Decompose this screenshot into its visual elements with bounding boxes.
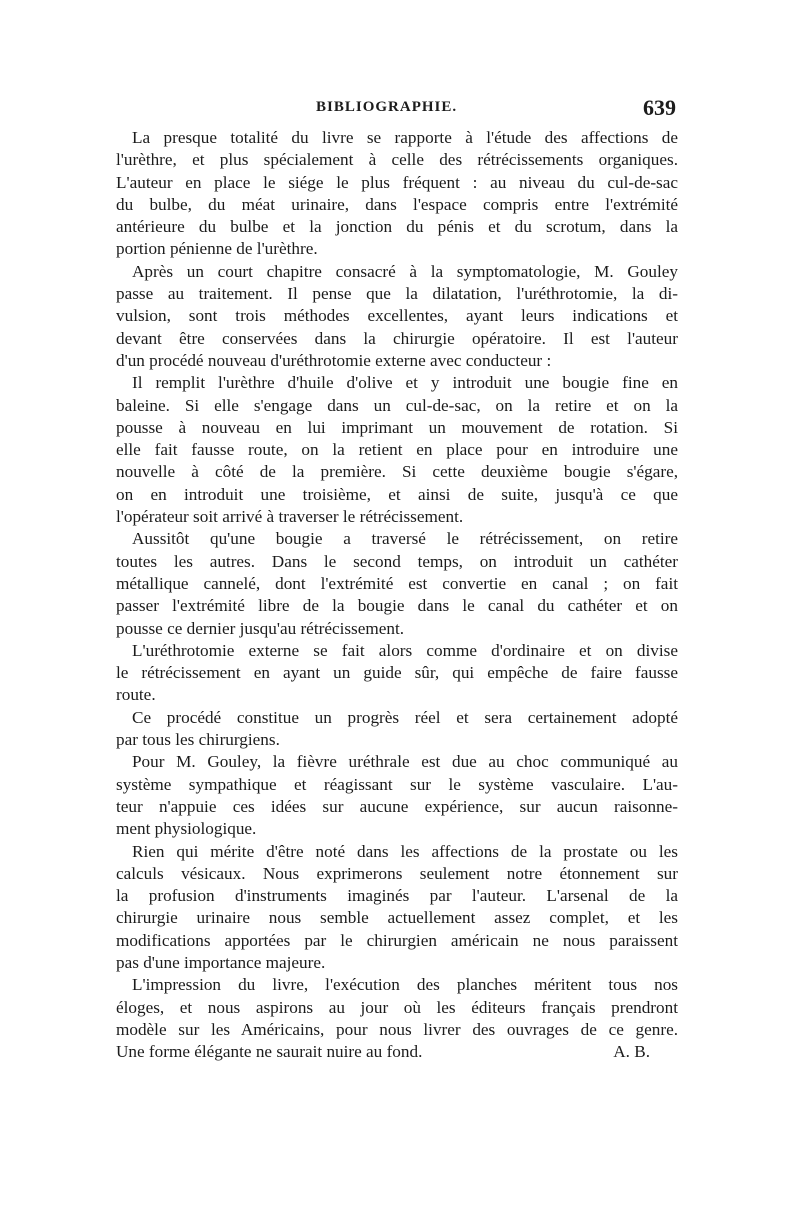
text-line: passer l'extrémité libre de la bougie dans le canal du cathéter et on <box>116 596 678 616</box>
running-head <box>116 95 676 125</box>
text-line: teur n'appuie ces idées sur aucune expérience, sur aucun raisonne- <box>116 796 678 816</box>
page-number: 639 <box>643 95 676 120</box>
text-line: L'auteur en place le siége le plus fréquent : au niveau du cul-de-sac <box>116 172 678 192</box>
text-line: calculs vésicaux. Nous exprimerons seulement notre étonnement sur <box>116 863 678 883</box>
text-line: du bulbe, du méat urinaire, dans l'espace compris entre l'extrémité <box>116 194 678 214</box>
text-line: ment physiologique. <box>116 819 257 839</box>
text-line: l'urèthre, et plus spécialement à celle des rétrécissements organiques. <box>116 150 678 170</box>
text-line: Ce procédé constitue un progrès réel et sera certainement adopté <box>132 707 678 727</box>
signature: A. B. <box>613 1042 650 1062</box>
text-line: Une forme élégante ne saurait nuire au fond. <box>116 1042 423 1062</box>
text-line: métallique cannelé, dont l'extrémité est convertie en canal ; on fait <box>116 573 678 593</box>
text-line: Aussitôt qu'une bougie a traversé le rétrécissement, on retire <box>132 529 678 549</box>
text-line: modifications apportées par le chirurgien américain ne nous paraissent <box>116 930 678 950</box>
text-line: L'impression du livre, l'exécution des planches méritent tous nos <box>132 975 678 995</box>
text-line: portion pénienne de l'urèthre. <box>116 239 318 259</box>
text-line: route. <box>116 685 156 705</box>
body-text <box>116 127 678 1063</box>
text-line: Après un court chapitre consacré à la symptomatologie, M. Gouley <box>132 261 678 281</box>
text-line: elle fait fausse route, on la retient en place pour en introduire une <box>116 440 678 460</box>
text-line: toutes les autres. Dans le second temps, on introduit un cathéter <box>116 551 678 571</box>
text-line: on en introduit une troisième, et ainsi de suite, jusqu'à ce que <box>116 484 678 504</box>
text-line: antérieure du bulbe et la jonction du pénis et du scrotum, dans la <box>116 217 678 237</box>
text-line: nouvelle à côté de la première. Si cette deuxième bougie s'égare, <box>116 462 678 482</box>
closing-line <box>116 1041 678 1063</box>
text-line: le rétrécissement en ayant un guide sûr, qui empêche de faire fausse <box>116 663 678 683</box>
text-line: passe au traitement. Il pense que la dilatation, l'uréthrotomie, la di- <box>116 284 678 304</box>
text-line: système sympathique et réagissant sur le système vasculaire. L'au- <box>116 774 678 794</box>
text-line: par tous les chirurgiens. <box>116 730 280 750</box>
text-line: éloges, et nous aspirons au jour où les éditeurs français prendront <box>116 997 678 1017</box>
text-line: L'uréthrotomie externe se fait alors comme d'ordinaire et on divise <box>132 640 678 660</box>
text-line: Pour M. Gouley, la fièvre uréthrale est due au choc communiqué au <box>132 752 678 772</box>
text-line: chirurgie urinaire nous semble actuellement assez complet, et les <box>116 908 678 928</box>
text-line: l'opérateur soit arrivé à traverser le rétrécissement. <box>116 507 464 527</box>
text-line: pousse ce dernier jusqu'au rétrécissement. <box>116 618 405 638</box>
text-line: Rien qui mérite d'être noté dans les affections de la prostate ou les <box>132 841 678 861</box>
text-line: vulsion, sont trois méthodes excellentes, ayant leurs indications et <box>116 306 678 326</box>
text-line: baleine. Si elle s'engage dans un cul-de-sac, on la retire et on la <box>116 395 678 415</box>
text-line: pas d'une importance majeure. <box>116 952 326 972</box>
text-line: devant être conservées dans la chirurgie opératoire. Il est l'auteur <box>116 328 678 348</box>
running-title: BIBLIOGRAPHIE. <box>316 99 458 115</box>
text-line: La presque totalité du livre se rapporte à l'étude des affections de <box>132 128 678 147</box>
text-line: pousse à nouveau en lui imprimant un mouvement de rotation. Si <box>116 417 678 437</box>
text-line: la profusion d'instruments imaginés par l'auteur. L'arsenal de la <box>116 886 678 906</box>
text-line: Il remplit l'urèthre d'huile d'olive et y introduit une bougie fine en <box>132 373 678 393</box>
text-line: d'un procédé nouveau d'uréthrotomie externe avec conducteur : <box>116 350 552 370</box>
text-line: modèle sur les Américains, pour nous livrer des ouvrages de ce genre. <box>116 1019 678 1039</box>
